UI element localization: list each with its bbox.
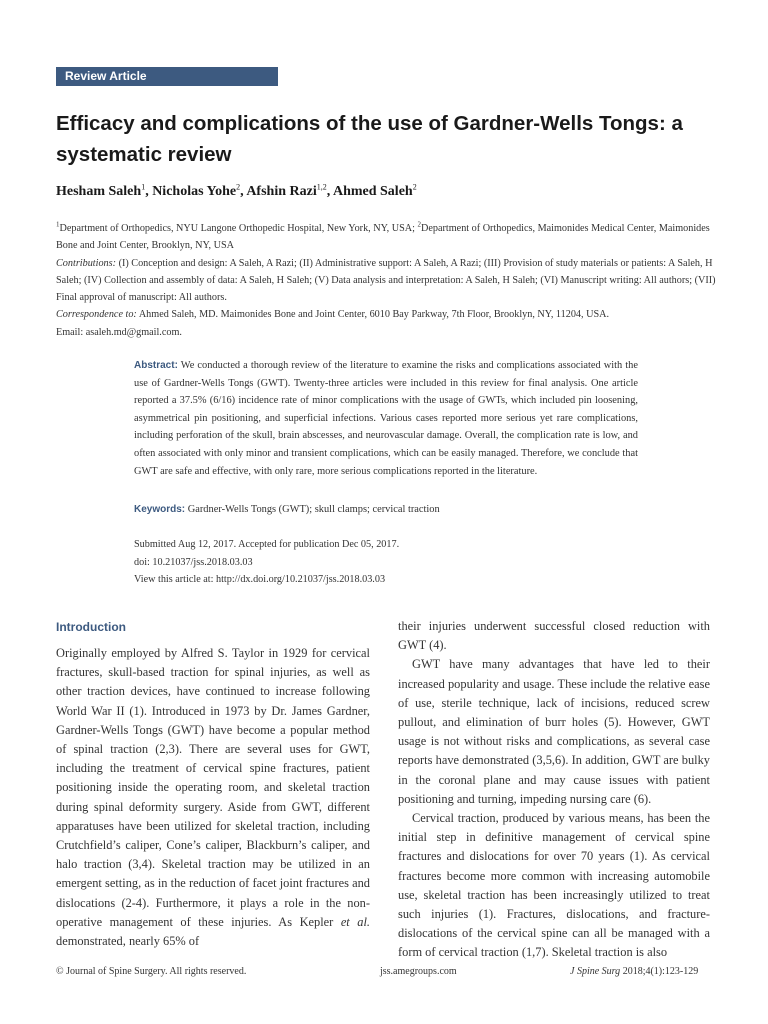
footer-citation: J Spine Surg 2018;4(1):123-129	[570, 966, 699, 977]
keywords-label: Keywords:	[134, 504, 186, 515]
author-list: Hesham Saleh$^1$, Nicholas Yohe$^2$, Afshin Razi$^{1,2}$, Ahmed Saleh$^2$	[56, 182, 417, 199]
article-type-badge: Review Article	[56, 67, 278, 86]
keywords	[134, 501, 638, 518]
body-column-left	[56, 618, 370, 951]
affiliations: $^1$Department of Orthopedics, NYU Langone Orthopedic Hospital, New York, NY, USA; $^2$Department of Orthopedics, Maimonides Medical Center, Maimonides Bone and Joint Center, Brooklyn, NY, USA	[56, 220, 710, 252]
footer-website[interactable]: jss.amegroups.com	[380, 966, 457, 977]
section-heading-introduction: Introduction	[56, 620, 126, 634]
keywords-text: Gardner-Wells Tongs (GWT); skull clamps; cervical traction	[187, 504, 440, 515]
abstract-text: We conducted a thorough review of the literature to examine the risks and complications associated with the use of Gardner-Wells Tongs (GWT). Twenty-three articles were included in this review for final analysis. One article reported a 37.5% (6/16) incidence rate of minor complications with the usage of GWTs, which included pin loosening, asymmetrical pin positioning, and superficial infections. Various cases reported more serious yet rare complications, including perforation of the skull, brain abscesses, and neurovascular damage. Overall, the complication rate is low, and often associated with only minor and transient complications, which can be easily managed. Therefore, we conclude that GWT are safe and effective, with only rare, more serious complications reported in the literature.	[134, 360, 638, 477]
author-name: Hesham Saleh	[56, 184, 142, 199]
publication-info	[134, 536, 638, 589]
article-link[interactable]: View this article at: http://dx.doi.org/10.21037/jss.2018.03.03	[134, 574, 386, 585]
author-name: Ahmed Saleh	[332, 184, 413, 199]
doi: doi: 10.21037/jss.2018.03.03	[134, 556, 253, 568]
body-paragraph: their injuries underwent successful closed reduction with GWT (4).	[398, 619, 710, 653]
contributions: Contributions: (I) Conception and design: A Saleh, A Razi; (II) Administrative support: A Saleh, A Razi; (III) Provision of study materials or patients: A Saleh, H Saleh; (IV) Collection and assembly of data: A Saleh, H Saleh; (V) Data analysis and interpretation: A Saleh, H Saleh; (VI) Manuscript writing: All authors; (VII) Final approval of manuscript: All authors.	[56, 257, 716, 304]
correspondence: Correspondence to: Ahmed Saleh, MD. Maimonides Bone and Joint Center, 6010 Bay Parkway, 7th Floor, Brooklyn, NY, 11204, USA.	[56, 309, 610, 321]
abstract-label: Abstract:	[134, 360, 178, 371]
author-name: Nicholas Yohe	[152, 184, 237, 199]
correspondence-email: Email: asaleh.md@gmail.com.	[56, 326, 182, 338]
body-paragraph: GWT have many advantages that have led to their increased popularity and usage. These include the relative ease of use, sterile technique, lack of incisions, reduced screw pullout, and elimination of burr holes (5). However, GWT usage is not without risks and complications, as several case reports have demonstrated (3,5,6). In addition, GWT are bulky in the coronal plane and may cause issues with patient positioning and turning, impeding nursing care (6).	[398, 657, 710, 806]
author-name: Afshin Razi	[246, 184, 317, 199]
abstract	[134, 357, 638, 480]
body-paragraph: Cervical traction, produced by various means, has been the initial step in definitive management of cervical spine fractures and dislocations for over 70 years (1). As cervical fractures become more common with increasing automobile use, skeletal traction has been increasingly utilized to treat such injuries (1). Fractures, dislocations, and fracture-dislocations of the cervical spine can all be managed with a form of cervical traction (1,7). Skeletal traction is also	[398, 811, 710, 960]
submitted-date: Submitted Aug 12, 2017. Accepted for publication Dec 05, 2017.	[134, 539, 400, 550]
footer-copyright: © Journal of Spine Surgery. All rights reserved.	[56, 966, 247, 977]
article-title: Efficacy and complications of the use of Gardner-Wells Tongs: a systematic review	[56, 112, 683, 166]
body-paragraph: Originally employed by Alfred S. Taylor in 1929 for cervical fractures, skull-based traction for spinal injuries, as well as other traction devices, have continued to increase following World War II (1). Introduced in 1973 by Dr. James Gardner, Gardner-Wells Tongs (GWT) have become a popular method of spinal traction (2,3). There are several uses for GWT, including the treatment of cervical spine fractures, patient positioning inside the operating room, and skeletal traction during spinal deformity surgery. Aside from GWT, different apparatuses have been utilized for skeletal traction, including Crutchfield’s caliper, Cone’s caliper, Blackburn’s caliper, and halo traction (3,4). Skeletal traction may be utilized in an emergent setting, as in the reduction of facet joint fractures and dislocations (2-4). Furthermore, it plays a role in the non-operative management of these injuries. As Kepler et al. demonstrated, nearly 65% of	[56, 646, 370, 949]
body-column-right	[398, 617, 710, 963]
front-matter	[56, 220, 716, 341]
